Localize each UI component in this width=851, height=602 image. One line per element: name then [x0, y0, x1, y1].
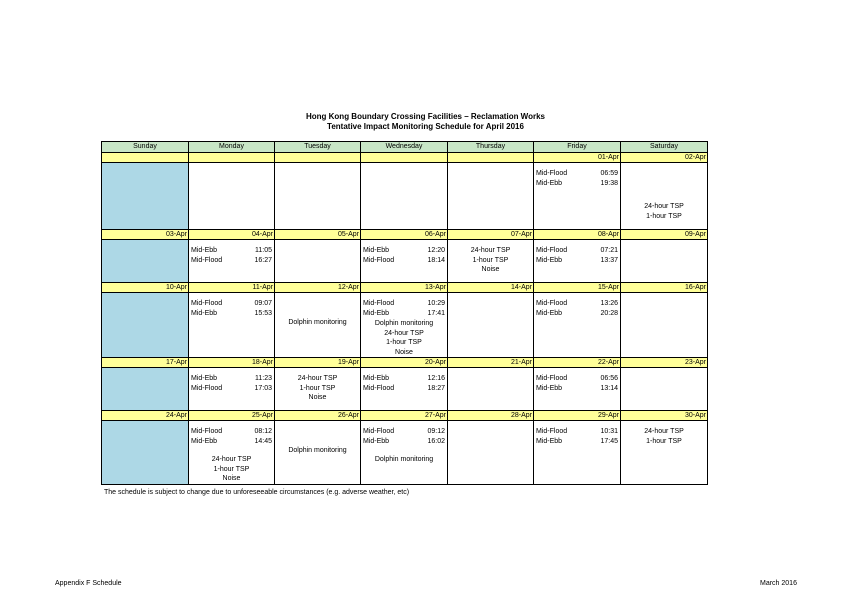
footer-date: March 2016 [760, 580, 797, 587]
tide-time: 10:31 [600, 428, 618, 435]
tide-entry [361, 437, 447, 447]
date-label: 15-Apr [534, 283, 621, 293]
document-title: Hong Kong Boundary Crossing Facilities – Reclamation Works [305, 112, 545, 121]
tide-entry [534, 427, 620, 437]
tide-time: 13:14 [600, 385, 618, 392]
date-row [102, 358, 708, 368]
tide-entry [534, 384, 620, 394]
tide-entry [534, 374, 620, 384]
monitoring-note: Noise [308, 394, 327, 401]
tide-entry [534, 179, 620, 189]
tide-time: 17:41 [427, 310, 445, 317]
date-label: 26-Apr [275, 411, 361, 421]
date-row [102, 411, 708, 421]
tide-time: 09:07 [254, 300, 272, 307]
schedule-footnote: The schedule is subject to change due to unforeseeable circumstances (e.g. adverse weather, etc) [104, 489, 410, 496]
day-cell [275, 421, 361, 485]
day-cell [275, 163, 361, 230]
tide-label: Mid-Flood [536, 428, 568, 435]
monitoring-note: Dolphin monitoring [288, 447, 347, 454]
day-cell [534, 240, 621, 283]
tide-time: 06:59 [600, 170, 618, 177]
day-cell [361, 421, 448, 485]
tide-time: 10:29 [427, 300, 445, 307]
date-label: 19-Apr [275, 358, 361, 368]
date-label-empty [189, 153, 275, 163]
tide-time: 12:20 [427, 247, 445, 254]
day-cell [621, 163, 708, 230]
monitoring-note: 1-hour TSP [386, 339, 422, 346]
schedule-week-row [102, 293, 708, 358]
tide-time: 11:05 [255, 247, 272, 254]
date-label: 06-Apr [361, 230, 448, 240]
schedule-week-row [102, 240, 708, 283]
tide-label: Mid-Flood [191, 257, 223, 264]
weekday-header-thursday: Thursday [448, 142, 534, 153]
schedule-calendar [101, 141, 708, 485]
tide-entry [361, 374, 447, 384]
date-label: 13-Apr [361, 283, 448, 293]
monitoring-note: 1-hour TSP [213, 465, 250, 473]
day-cell [621, 368, 708, 411]
date-label: 20-Apr [361, 358, 448, 368]
monitoring-note: 24-hour TSP [211, 456, 252, 463]
tide-entry [189, 246, 274, 256]
day-cell [534, 163, 621, 230]
tide-time: 13:37 [600, 257, 618, 264]
tide-entry [189, 256, 274, 266]
date-label: 23-Apr [621, 358, 708, 368]
tide-entry [189, 427, 274, 437]
date-label: 01-Apr [534, 153, 621, 163]
weekday-header-tuesday: Tuesday [275, 142, 361, 153]
monitoring-note: 24-hour TSP [384, 329, 424, 337]
monitoring-note: 24-hour TSP [470, 247, 511, 254]
monitoring-note: 1-hour TSP [646, 437, 682, 445]
day-cell [621, 240, 708, 283]
day-cell [102, 163, 189, 230]
day-cell [275, 368, 361, 411]
schedule-week-row [102, 368, 708, 411]
day-cell [102, 240, 189, 283]
date-label: 02-Apr [621, 153, 708, 163]
day-cell [275, 240, 361, 283]
date-row [102, 153, 708, 163]
schedule-week-row [102, 163, 708, 230]
day-cell [102, 293, 189, 358]
tide-label: Mid-Ebb [536, 310, 563, 317]
tide-label: Mid-Flood [536, 300, 568, 307]
date-row [102, 230, 708, 240]
tide-entry [361, 427, 447, 437]
date-row [102, 283, 708, 293]
date-label: 22-Apr [534, 358, 621, 368]
tide-label: Mid-Flood [536, 247, 568, 254]
day-cell [102, 368, 189, 411]
date-label-empty [361, 153, 448, 163]
day-cell [621, 293, 708, 358]
tide-entry [361, 256, 447, 266]
tide-time: 17:03 [254, 385, 272, 392]
date-label: 03-Apr [102, 230, 189, 240]
day-cell [448, 368, 534, 411]
tide-time: 18:14 [427, 257, 445, 264]
date-label: 04-Apr [189, 230, 275, 240]
date-label-empty [102, 153, 189, 163]
day-cell [534, 293, 621, 358]
tide-label: Mid-Flood [363, 385, 395, 392]
monitoring-note: Noise [222, 475, 241, 482]
tide-time: 20:28 [600, 310, 618, 317]
date-label: 08-Apr [534, 230, 621, 240]
tide-label: Mid-Flood [536, 375, 568, 382]
date-label-empty [275, 153, 361, 163]
monitoring-note: Noise [481, 266, 500, 273]
tide-entry [361, 309, 447, 319]
day-cell [189, 293, 275, 358]
day-cell [534, 421, 621, 485]
day-cell [448, 421, 534, 485]
tide-time: 19:38 [600, 180, 618, 187]
tide-entry [189, 384, 274, 394]
tide-time: 08:12 [254, 428, 272, 435]
tide-label: Mid-Flood [191, 300, 223, 307]
tide-time: 09:12 [427, 428, 445, 435]
document-subtitle: Tentative Impact Monitoring Schedule for April 2016 [327, 122, 524, 131]
date-label: 16-Apr [621, 283, 708, 293]
date-label: 07-Apr [448, 230, 534, 240]
tide-entry [534, 256, 620, 266]
tide-entry [189, 437, 274, 447]
monitoring-note: Dolphin monitoring [374, 456, 434, 463]
tide-label: Mid-Ebb [363, 247, 390, 254]
tide-entry [361, 299, 447, 309]
day-cell [448, 163, 534, 230]
tide-entry [361, 384, 447, 394]
day-cell [189, 240, 275, 283]
tide-label: Mid-Ebb [191, 247, 218, 254]
date-label: 29-Apr [534, 411, 621, 421]
day-cell [448, 293, 534, 358]
tide-entry [534, 309, 620, 319]
monitoring-note: Dolphin monitoring [288, 319, 347, 326]
date-label: 11-Apr [189, 283, 275, 293]
day-cell [361, 163, 448, 230]
tide-entry [189, 374, 274, 384]
tide-time: 17:45 [600, 438, 618, 445]
tide-label: Mid-Ebb [536, 257, 563, 264]
footer-appendix-label: Appendix F Schedule [55, 580, 122, 587]
date-label-empty [448, 153, 534, 163]
weekday-header-sunday: Sunday [102, 142, 189, 153]
tide-time: 07:21 [600, 247, 618, 254]
tide-label: Mid-Ebb [536, 180, 563, 187]
tide-label: Mid-Ebb [191, 375, 218, 382]
tide-label: Mid-Ebb [363, 438, 390, 445]
day-cell [102, 421, 189, 485]
day-cell [361, 293, 448, 358]
day-cell [189, 421, 275, 485]
tide-entry [361, 246, 447, 256]
tide-time: 16:27 [254, 257, 272, 264]
monitoring-note: 1-hour TSP [646, 212, 682, 220]
monitoring-note: Dolphin monitoring [374, 320, 434, 327]
day-cell [275, 293, 361, 358]
tide-label: Mid-Ebb [536, 385, 563, 392]
tide-time: 14:45 [254, 438, 272, 445]
tide-label: Mid-Flood [363, 257, 395, 264]
date-label: 14-Apr [448, 283, 534, 293]
date-label: 25-Apr [189, 411, 275, 421]
day-cell [361, 368, 448, 411]
day-cell [189, 163, 275, 230]
day-cell [534, 368, 621, 411]
date-label: 09-Apr [621, 230, 708, 240]
date-label: 28-Apr [448, 411, 534, 421]
date-label: 21-Apr [448, 358, 534, 368]
monitoring-note: 24-hour TSP [644, 203, 684, 210]
date-label: 30-Apr [621, 411, 708, 421]
day-cell [448, 240, 534, 283]
tide-entry [189, 309, 274, 319]
weekday-header-wednesday: Wednesday [361, 142, 448, 153]
day-cell [189, 368, 275, 411]
date-label: 05-Apr [275, 230, 361, 240]
tide-entry [534, 169, 620, 179]
tide-entry [189, 299, 274, 309]
tide-entry [534, 437, 620, 447]
weekday-header-monday: Monday [189, 142, 275, 153]
date-label: 24-Apr [102, 411, 189, 421]
day-cell [361, 240, 448, 283]
day-cell [621, 421, 708, 485]
date-label: 18-Apr [189, 358, 275, 368]
monitoring-note: 24-hour TSP [297, 375, 338, 382]
tide-label: Mid-Ebb [191, 438, 218, 445]
tide-label: Mid-Flood [363, 300, 395, 307]
schedule-week-row [102, 421, 708, 485]
tide-label: Mid-Ebb [363, 310, 390, 317]
tide-entry [534, 246, 620, 256]
tide-label: Mid-Flood [191, 428, 223, 435]
weekday-header-friday: Friday [534, 142, 621, 153]
date-label: 27-Apr [361, 411, 448, 421]
monitoring-note: Noise [395, 348, 413, 356]
tide-time: 11:23 [255, 375, 272, 382]
tide-label: Mid-Flood [363, 428, 395, 435]
date-label: 10-Apr [102, 283, 189, 293]
tide-label: Mid-Ebb [363, 375, 390, 382]
tide-entry [534, 299, 620, 309]
tide-time: 15:53 [254, 310, 272, 317]
tide-label: Mid-Ebb [191, 310, 218, 317]
date-label: 12-Apr [275, 283, 361, 293]
weekday-header-row [102, 142, 708, 153]
monitoring-note: 1-hour TSP [472, 256, 509, 264]
tide-time: 16:02 [427, 438, 445, 445]
tide-label: Mid-Flood [536, 170, 568, 177]
tide-label: Mid-Ebb [536, 438, 563, 445]
weekday-header-saturday: Saturday [621, 142, 708, 153]
tide-time: 06:56 [600, 375, 618, 382]
tide-time: 13:26 [600, 300, 618, 307]
date-label: 17-Apr [102, 358, 189, 368]
tide-label: Mid-Flood [191, 385, 223, 392]
monitoring-note: 1-hour TSP [299, 384, 336, 392]
monitoring-note: 24-hour TSP [644, 428, 684, 435]
tide-time: 12:16 [427, 375, 445, 382]
tide-time: 18:27 [427, 385, 445, 392]
